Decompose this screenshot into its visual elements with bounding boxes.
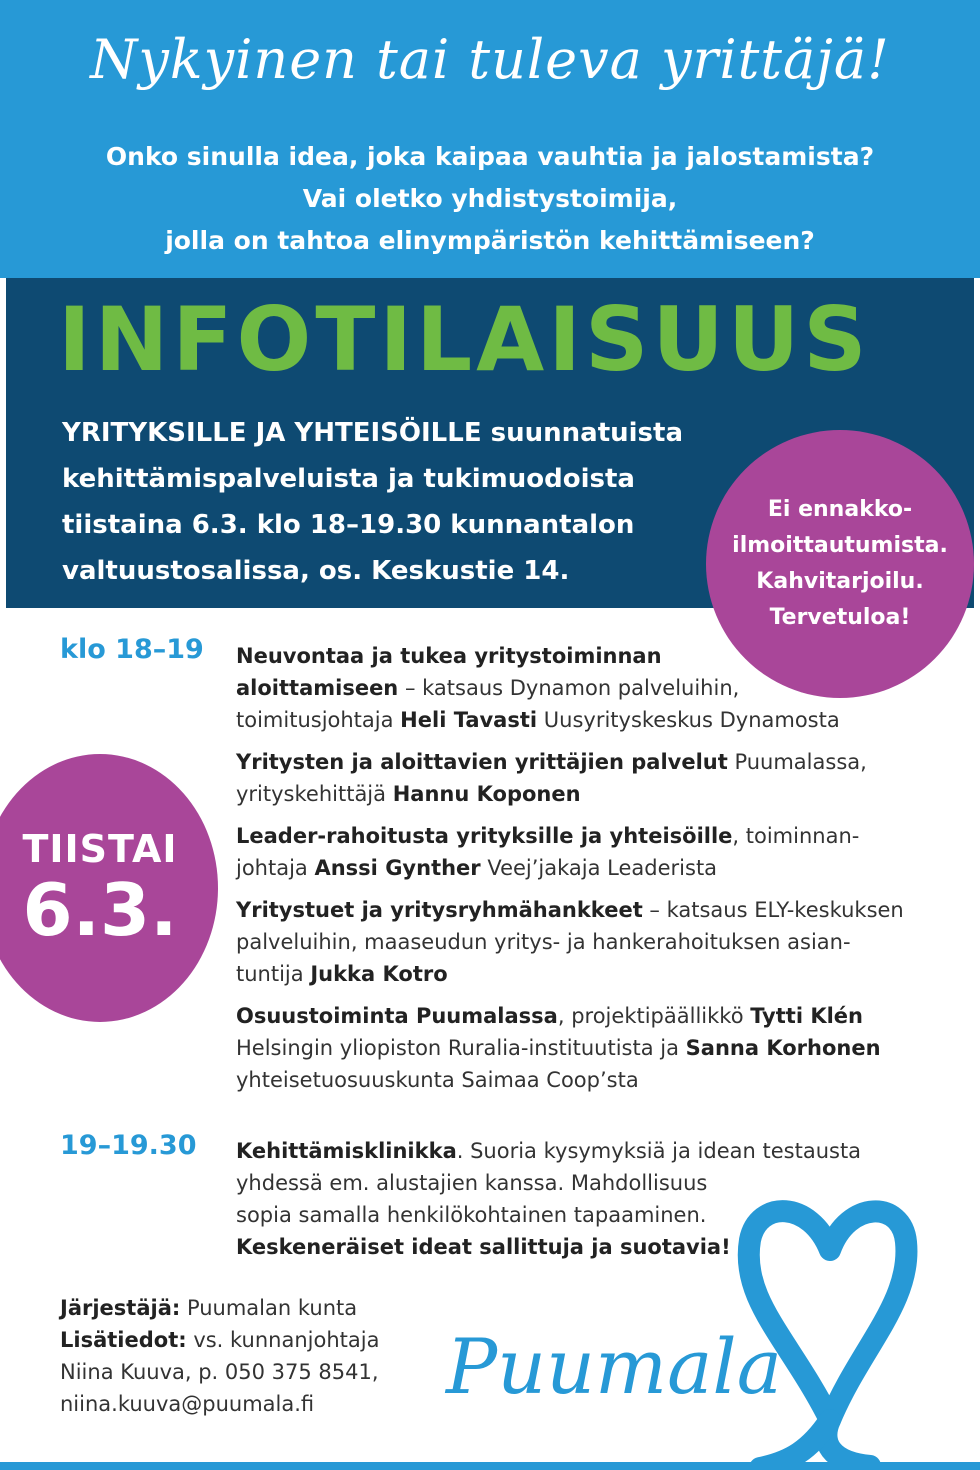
event-title: INFOTILAISUUS [58, 288, 871, 391]
event-desc-line: kehittämispalveluista ja tukimuodoista [62, 464, 635, 494]
note-line: ilmoittautumista. [732, 533, 948, 558]
speaker-name: Tytti Klén [750, 1004, 863, 1028]
clinic-text: yhdessä em. alustajien kanssa. Mahdollisuus [236, 1171, 708, 1195]
intro-line: jolla on tahtoa elinympäristön kehittämiseen? [165, 226, 815, 255]
time-slot-1: klo 18–19 [60, 634, 204, 665]
headline: Nykyinen tai tuleva yrittäjä! [90, 28, 890, 91]
info-label: Lisätiedot: [60, 1328, 187, 1352]
day-label: TIISTAI [22, 827, 178, 871]
contact-phone: Niina Kuuva, p. 050 375 8541, [60, 1360, 379, 1384]
bottom-rule [0, 1462, 980, 1470]
event-description [62, 410, 683, 594]
organizer-label: Järjestäjä: [60, 1296, 181, 1320]
day-date: 6.3. [22, 868, 178, 952]
clinic-title: Kehittämisklinikka [236, 1139, 457, 1163]
speaker-name: Sanna Korhonen [685, 1036, 881, 1060]
note-line: Tervetuloa! [769, 605, 911, 630]
speaker-name: Heli Tavasti [400, 708, 538, 732]
program-item [236, 1000, 956, 1096]
clinic-text: . Suoria kysymyksiä ja idean testausta [456, 1139, 862, 1163]
program-item [236, 820, 956, 884]
program-item-title: Yritystuet ja yritysryhmähankkeet [236, 898, 643, 922]
note-line: Ei ennakko- [767, 497, 913, 522]
event-target: YRITYKSILLE JA YHTEISÖILLE [62, 418, 482, 448]
speaker-name: Anssi Gynther [314, 856, 481, 880]
intro-line: Vai oletko yhdistystoimija, [302, 184, 678, 213]
time-slot-2: 19–19.30 [60, 1130, 197, 1161]
program-item-text: – katsaus ELY-keskuksen [642, 898, 904, 922]
speaker-name: Hannu Koponen [392, 782, 581, 806]
program-item-title: Yritysten ja aloittavien yrittäjien palvelut [236, 750, 728, 774]
event-location: valtuustosalissa, os. Keskustie 14. [62, 556, 570, 586]
program-item-text: Veej’jakaja Leaderista [480, 856, 718, 880]
program-item-text: toimitusjohtaja [236, 708, 401, 732]
clinic-text: sopia samalla henkilökohtainen tapaaminen. [236, 1203, 707, 1227]
program-item-title: aloittamiseen [236, 676, 399, 700]
program-item [236, 746, 956, 810]
program-item [236, 894, 956, 990]
info-contact-role: vs. kunnanjohtaja [186, 1328, 380, 1352]
program-item-text: Uusyrityskeskus Dynamosta [537, 708, 840, 732]
intro-text [0, 136, 980, 262]
clinic-highlight: Keskeneräiset ideat sallittuja ja suotavia! [236, 1235, 731, 1259]
brand-logo-text: Puumala [446, 1322, 783, 1411]
day-badge [0, 754, 218, 1022]
program-item-title: Neuvontaa ja tukea yritystoiminnan [236, 644, 662, 668]
program-item-text: , toiminnan- [732, 824, 860, 848]
program-item-title: Leader-rahoitusta yrityksille ja yhteisöille [236, 824, 733, 848]
program-item-title: Osuustoiminta Puumalassa [236, 1004, 558, 1028]
organizer-name: Puumalan kunta [180, 1296, 358, 1320]
program-item-text: , projektipäällikkö [557, 1004, 751, 1028]
contact-email[interactable]: niina.kuuva@puumala.fi [60, 1392, 315, 1416]
program-item-text: Helsingin yliopiston Ruralia-instituutista ja [236, 1036, 686, 1060]
event-desc-text: suunnatuista [481, 418, 684, 448]
program-item-text: johtaja [236, 856, 315, 880]
program-item [236, 640, 956, 736]
note-line: Kahvitarjoilu. [756, 569, 924, 594]
event-datetime: tiistaina 6.3. klo 18–19.30 kunnantalon [62, 510, 635, 540]
program-item-text: palveluihin, maaseudun yritys- ja hankerahoituksen asian- [236, 930, 851, 954]
intro-line: Onko sinulla idea, joka kaipaa vauhtia ja jalostamista? [105, 142, 875, 171]
contact-info [60, 1292, 480, 1420]
event-desc-line [62, 410, 683, 456]
program-item-text: Puumalassa, [727, 750, 867, 774]
program-item-text: yhteisetuosuuskunta Saimaa Coop’sta [236, 1068, 639, 1092]
program-list [236, 640, 956, 1106]
program-item-text: yrityskehittäjä [236, 782, 393, 806]
speaker-name: Jukka Kotro [310, 962, 448, 986]
program-item-text: – katsaus Dynamon palveluihin, [398, 676, 740, 700]
program-item-text: tuntija [236, 962, 311, 986]
